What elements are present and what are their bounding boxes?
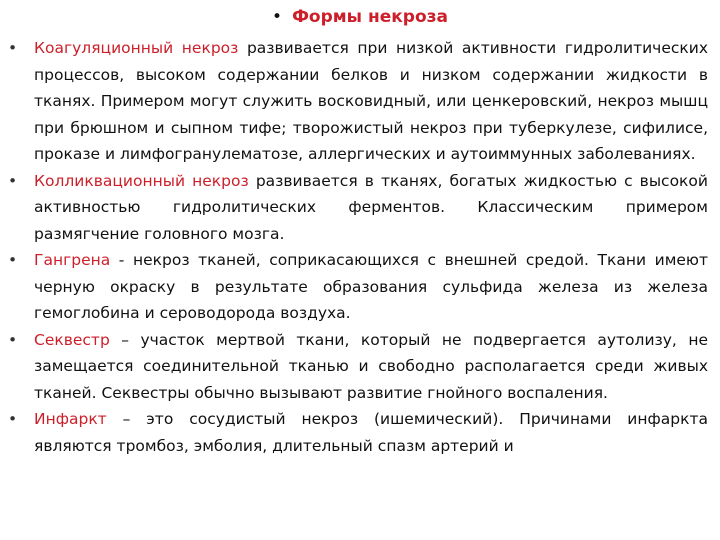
bullet: • bbox=[8, 410, 18, 428]
description-colliquation: развивается в тканях, богатых жидкостью с высокой активностью гидролитических ферментов. Классическим примером размягчение головного мозга. bbox=[34, 171, 708, 243]
title-text: Формы некроза bbox=[292, 7, 448, 27]
description-infarction: – это сосудистый некроз (ишемический). Причинами инфаркта являются тромбоз, эмболия, длительный спазм артерий и bbox=[34, 410, 708, 455]
list-item-colliquation bbox=[8, 168, 708, 248]
term-coagulation: Коагуляционный некроз bbox=[34, 39, 239, 57]
list-item-infarction bbox=[8, 406, 708, 459]
term-sequestrum: Секвестр bbox=[34, 330, 110, 349]
term-gangrene: Гангрена bbox=[34, 251, 111, 269]
title-bullet: • bbox=[272, 7, 283, 27]
bullet: • bbox=[8, 251, 18, 269]
list-item-gangrene bbox=[8, 247, 708, 327]
description-sequestrum: – участок мертвой ткани, который не подвергается аутолизу, не замещается соединительной тканью и свободно располагается среди живых тканей. Секвестры обычно вызывают развитие гнойного воспаления. bbox=[34, 330, 708, 402]
term-infarction: Инфаркт bbox=[34, 410, 107, 428]
term-colliquation: Колликвационный некроз bbox=[34, 171, 249, 190]
list-item-coagulation bbox=[8, 35, 708, 168]
bullet: • bbox=[8, 330, 18, 349]
necrosis-forms-list bbox=[8, 35, 708, 459]
slide-title bbox=[0, 6, 720, 28]
description-gangrene: - некроз тканей, соприкасающихся с внешней средой. Ткани имеют черную окраску в результате образования сульфида железа из железа гемоглобина и сероводорода воздуха. bbox=[34, 251, 708, 322]
bullet: • bbox=[8, 171, 18, 190]
bullet: • bbox=[8, 39, 18, 57]
description-coagulation: развивается при низкой активности гидролитических процессов, высоком содержании белков и низком содержании жидкости в тканях. Примером могут служить восковидный, или ценкеровский, некроз мышц при брюшном и сыпном тифе; творожистый некроз при туберкулезе, сифилисе, проказе и лимфогранулематозе, аллергических и аутоиммунных заболеваниях. bbox=[34, 39, 708, 163]
list-item-sequestrum bbox=[8, 327, 708, 407]
